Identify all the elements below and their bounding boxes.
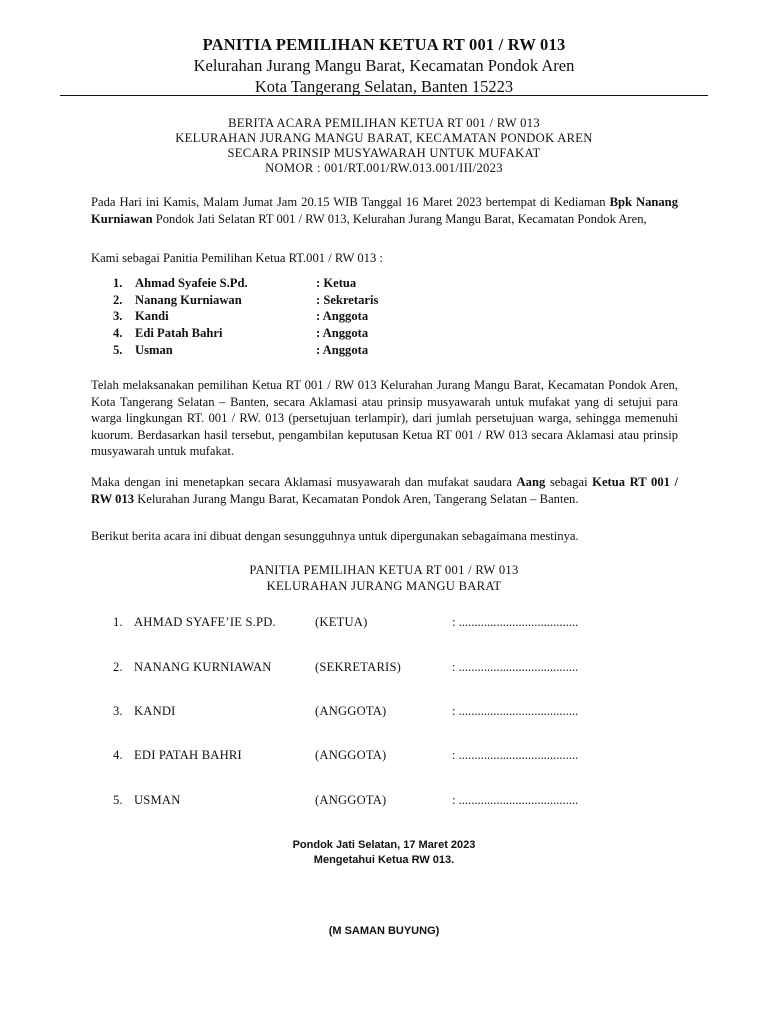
member-role: : Anggota bbox=[316, 342, 369, 357]
document-title: BERITA ACARA PEMILIHAN KETUA RT 001 / RW 013 bbox=[228, 116, 540, 130]
member-number: 2. bbox=[113, 292, 123, 307]
elected-position: Ketua RT 001 / RW 013 bbox=[91, 475, 679, 506]
letterhead-city-line: Kota Tangerang Selatan, Banten 15223 bbox=[254, 77, 514, 96]
member-name: Edi Patah Bahri bbox=[135, 326, 223, 341]
member-name: Usman bbox=[135, 342, 173, 357]
host-name: Bpk Nanang Kurniawan bbox=[91, 195, 678, 226]
signature-number: 3. bbox=[113, 704, 123, 718]
decision-text-3: Kelurahan Jurang Mangu Barat, Kecamatan Pondok Aren, Tangerang Selatan – Banten. bbox=[134, 491, 579, 506]
signature-number: 5. bbox=[113, 793, 123, 807]
signature-name: NANANG KURNIAWAN bbox=[134, 660, 272, 674]
signature-line: : ...................................... bbox=[452, 704, 579, 718]
letterhead-title: PANITIA PEMILIHAN KETUA RT 001 / RW 013 bbox=[202, 35, 566, 54]
signature-role: (ANGGOTA) bbox=[315, 748, 387, 762]
member-name: Nanang Kurniawan bbox=[135, 292, 242, 307]
rw-signer-name: (M SAMAN BUYUNG) bbox=[328, 925, 440, 937]
member-number: 1. bbox=[113, 276, 123, 290]
document-number: NOMOR : 001/RT.001/RW.013.001/III/2023 bbox=[265, 161, 503, 175]
signature-line: : ...................................... bbox=[452, 793, 579, 807]
execution-paragraph: Telah melaksanakan pemilihan Ketua RT 001 / RW 013 Kelurahan Jurang Mangu Barat, Kecamatan Pondok Aren, Kota Tangerang Selatan – Banten, secara Aklamasi atau prinsip musyawarah untuk mufakat yang di setujui para warga lingkungan RT. 001 / RW. 013 (persetujuan terlampir), dari jumlah persetujuan warga, sehingga memenuhi kuorum. Berdasarkan hasil tersebut, pengambilan keputusan Ketua RT 001 / RW 013 secara Aklamasi atau prinsip musyawarah untuk mufakat. bbox=[91, 378, 678, 458]
place-and-date-block bbox=[60, 838, 708, 868]
member-role: : Ketua bbox=[316, 276, 357, 290]
signature-number: 1. bbox=[113, 615, 123, 629]
member-number: 5. bbox=[113, 342, 123, 357]
signature-name: KANDI bbox=[134, 704, 176, 718]
committee-intro: Kami sebagai Panitia Pemilihan Ketua RT.001 / RW 013 : bbox=[91, 251, 383, 265]
member-number: 3. bbox=[113, 309, 123, 324]
opening-paragraph bbox=[91, 194, 678, 227]
signature-name: USMAN bbox=[134, 793, 181, 807]
signature-role: (KETUA) bbox=[315, 615, 368, 629]
member-number: 4. bbox=[113, 326, 123, 341]
signature-role: (ANGGOTA) bbox=[315, 704, 387, 718]
signature-name: AHMAD SYAFE’IE S.PD. bbox=[134, 615, 276, 629]
signature-role: (ANGGOTA) bbox=[315, 793, 387, 807]
member-role: : Sekretaris bbox=[316, 292, 379, 307]
document-header bbox=[60, 116, 708, 176]
signature-line: : ...................................... bbox=[452, 660, 579, 674]
closing-statement: Berikut berita acara ini dibuat dengan sesungguhnya untuk dipergunakan sebagaimana mestinya. bbox=[91, 529, 579, 543]
elected-name: Aang bbox=[516, 475, 546, 489]
document-method: SECARA PRINSIP MUSYAWARAH UNTUK MUFAKAT bbox=[227, 146, 541, 160]
letterhead-address-line: Kelurahan Jurang Mangu Barat, Kecamatan Pondok Aren bbox=[193, 56, 575, 75]
signature-line: : ...................................... bbox=[452, 748, 579, 762]
committee-signature-heading bbox=[60, 563, 708, 594]
signature-number: 4. bbox=[113, 748, 123, 762]
decision-text-2: sebagai bbox=[545, 475, 593, 489]
signature-role: (SEKRETARIS) bbox=[315, 660, 402, 674]
document-subtitle: KELURAHAN JURANG MANGU BARAT, KECAMATAN PONDOK AREN bbox=[175, 131, 593, 145]
member-name: Kandi bbox=[135, 309, 169, 324]
decision-text-1: Maka dengan ini menetapkan secara Aklamasi musyawarah dan mufakat saudara bbox=[91, 475, 517, 489]
member-role: : Anggota bbox=[316, 309, 369, 324]
letterhead-divider bbox=[60, 95, 708, 96]
place-date: Pondok Jati Selatan, 17 Maret 2023 bbox=[292, 839, 476, 851]
committee-name: PANITIA PEMILIHAN KETUA RT 001 / RW 013 bbox=[249, 563, 519, 577]
opening-text-2: Pondok Jati Selatan RT 001 / RW 013, Kelurahan Jurang Mangu Barat, Kecamatan Pondok Aren, bbox=[152, 211, 647, 226]
signature-number: 2. bbox=[113, 660, 123, 674]
letterhead bbox=[60, 34, 708, 97]
signature-name: EDI PATAH BAHRI bbox=[134, 748, 242, 762]
member-name: Ahmad Syafeie S.Pd. bbox=[135, 276, 248, 290]
acknowledgement: Mengetahui Ketua RW 013. bbox=[313, 854, 455, 866]
member-role: : Anggota bbox=[316, 326, 369, 341]
committee-area: KELURAHAN JURANG MANGU BARAT bbox=[266, 578, 502, 593]
signature-line: : ...................................... bbox=[452, 615, 579, 629]
decision-paragraph bbox=[91, 474, 678, 507]
opening-text-1: Pada Hari ini Kamis, Malam Jumat Jam 20.15 WIB Tanggal 16 Maret 2023 bertempat di Kediaman bbox=[91, 195, 610, 209]
